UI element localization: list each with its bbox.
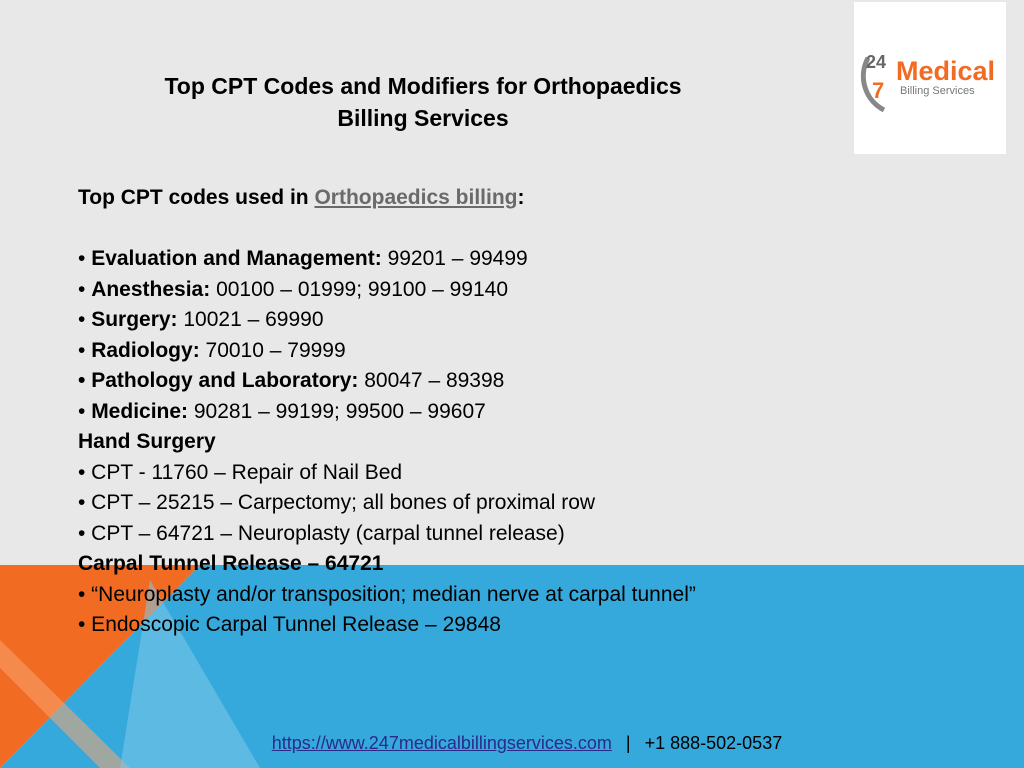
company-logo <box>854 2 1006 154</box>
logo-number-top: 24 <box>866 52 887 72</box>
category-label: Surgery: <box>91 308 178 331</box>
list-item: • CPT - 11760 – Repair of Nail Bed <box>78 460 403 484</box>
page-title <box>60 70 786 134</box>
list-item: • CPT – 64721 – Neuroplasty (carpal tunnel release) <box>78 521 565 545</box>
logo-number-bottom: 7 <box>872 78 885 103</box>
bullet: • <box>78 338 92 362</box>
category-value: 70010 – 79999 <box>199 338 346 362</box>
category-item <box>78 305 878 336</box>
category-item <box>78 244 878 275</box>
category-item <box>78 366 878 397</box>
hand-surgery-heading <box>78 427 878 458</box>
bullet: • <box>78 369 92 392</box>
phone-number: +1 888-502-0537 <box>644 733 783 753</box>
logo-brand: Medical <box>896 56 996 86</box>
section-heading: Carpal Tunnel Release – 64721 <box>78 552 384 575</box>
category-label: Medicine: <box>91 399 189 423</box>
category-value: 99201 – 99499 <box>381 247 528 270</box>
bullet: • <box>78 277 92 301</box>
bullet: • <box>78 308 92 331</box>
category-label: Evaluation and Management: <box>91 247 382 270</box>
intro-prefix: Top CPT codes used in <box>78 186 315 209</box>
category-value: 90281 – 99199; 99500 – 99607 <box>188 399 486 423</box>
category-label: Radiology: <box>91 338 200 362</box>
category-item <box>78 275 878 306</box>
intro-line <box>78 183 878 214</box>
category-item <box>78 336 878 367</box>
category-value: 00100 – 01999; 99100 – 99140 <box>210 277 509 301</box>
website-link[interactable]: https://www.247medicalbillingservices.com <box>271 733 612 753</box>
footer <box>0 730 1024 756</box>
spacer <box>78 214 878 245</box>
title-line-2: Billing Services <box>337 105 509 131</box>
category-label: Anesthesia: <box>91 277 211 301</box>
orthopaedics-billing-link[interactable]: Orthopaedics billing <box>314 186 518 209</box>
carpal-tunnel-heading <box>78 549 878 580</box>
list-item: • Endoscopic Carpal Tunnel Release – 29848 <box>78 613 501 636</box>
section-heading: Hand Surgery <box>78 430 216 453</box>
intro-suffix: : <box>517 186 525 209</box>
category-item <box>78 397 878 428</box>
category-label: Pathology and Laboratory: <box>91 369 359 392</box>
logo-subbrand: Billing Services <box>900 85 975 97</box>
list-item: • CPT – 25215 – Carpectomy; all bones of proximal row <box>78 491 596 514</box>
title-line-1: Top CPT Codes and Modifiers for Orthopaedics <box>164 73 682 99</box>
bullet: • <box>78 247 92 270</box>
category-value: 10021 – 69990 <box>177 308 324 331</box>
list-item: • “Neuroplasty and/or transposition; median nerve at carpal tunnel” <box>78 582 696 606</box>
category-value: 80047 – 89398 <box>358 369 505 392</box>
footer-separator: | <box>625 733 631 753</box>
main-content <box>78 183 878 641</box>
bullet: • <box>78 399 92 423</box>
